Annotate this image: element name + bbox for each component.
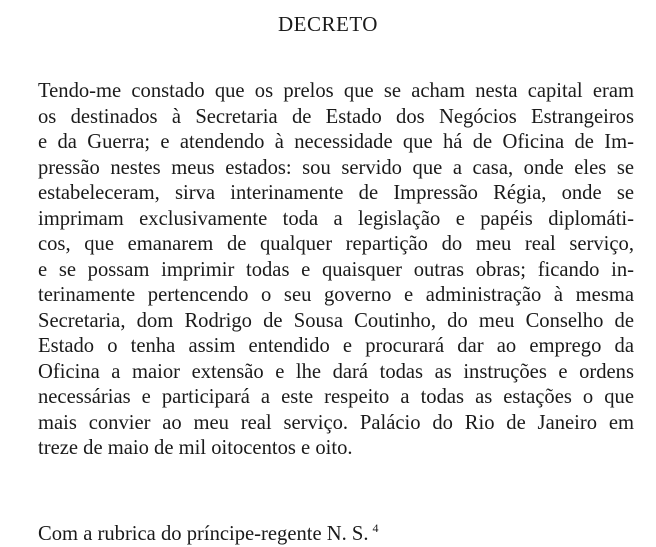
footnote-marker: 4 xyxy=(372,521,379,536)
body-line: necessárias e participará a este respeito a todas as estações o que xyxy=(38,386,634,408)
body-line: Oficina a maior extensão e lhe dará todas as instruções e ordens xyxy=(38,360,634,383)
body-line: estabeleceram, sirva interinamente de Impressão Régia, onde se xyxy=(38,182,634,204)
body-line: e da Guerra; e atendendo à necessidade que há de Oficina de Im- xyxy=(38,131,634,153)
body-line: treze de maio de mil oitocentos e oito. xyxy=(38,437,353,459)
body-line: os destinados à Secretaria de Estado dos Negócios Estrangeiros xyxy=(38,105,634,128)
body-line: e se possam imprimir todas e quaisquer outras obras; ficando in- xyxy=(38,258,634,281)
body-line: mais convier ao meu real serviço. Palácio do Rio de Janeiro em xyxy=(38,411,634,434)
body-line: Secretaria, dom Rodrigo de Sousa Coutinho, do meu Conselho de xyxy=(38,309,634,332)
body-line: terinamente pertencendo o seu governo e administração à mesma xyxy=(38,284,634,306)
body-line: imprimam exclusivamente toda a legislação e papéis diplomáti- xyxy=(38,207,634,230)
signature-line xyxy=(38,522,379,547)
decree-body xyxy=(38,79,634,462)
body-line: Tendo-me constado que os prelos que se acham nesta capital eram xyxy=(38,80,634,102)
document-title: DECRETO xyxy=(278,12,378,36)
signature-text: Com a rubrica do príncipe-regente N. S. xyxy=(38,523,369,545)
body-line: cos, que emanarem de qualquer repartição do meu real serviço, xyxy=(38,233,634,255)
body-line: pressão nestes meus estados: sou servido que a casa, onde eles se xyxy=(38,156,634,179)
body-line: Estado o tenha assim entendido e procurará dar ao emprego da xyxy=(38,335,634,357)
